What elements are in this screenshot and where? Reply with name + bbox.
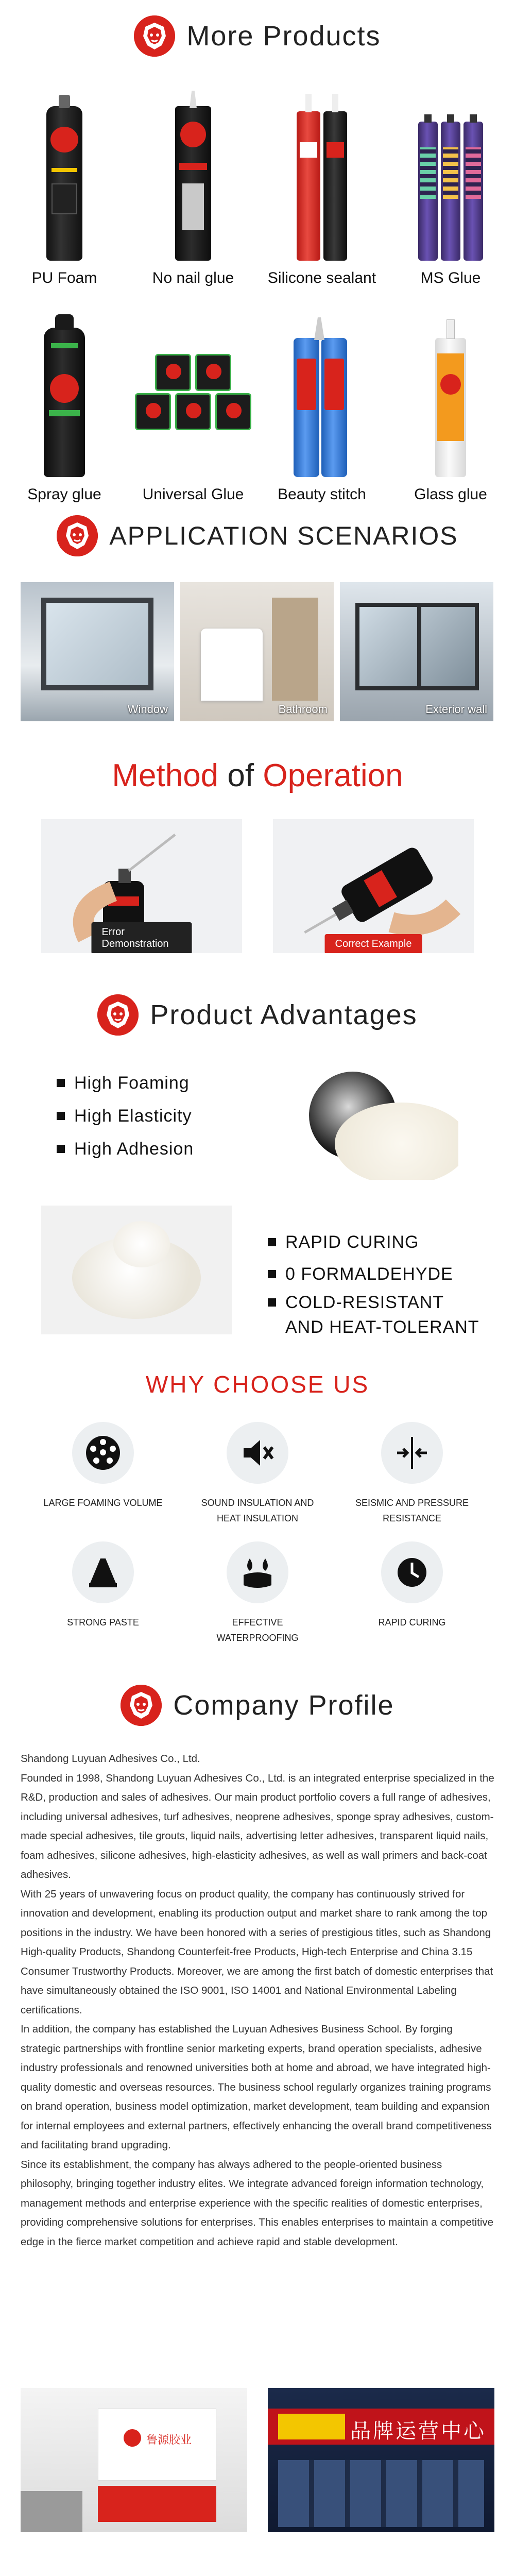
spray-glue-image [13,307,116,477]
advantage-item: High Adhesion [57,1132,194,1165]
application-caption: Exterior wall [425,703,487,716]
lion-logo-icon [57,515,98,556]
no-nail-glue-image [142,91,245,261]
company-paragraph: Since its establishment, the company has always adhered to the people-oriented business philosophy, bringing together industry elites. We integrate advanced foreign information technology, management methods and enterprise experience with the specific realities of domestic enterprises, providing comprehensive solutions for enterprises. This enables enterprises to maintain a competitive edge in the fierce market competition and achieve rapid and stable development. [21,2158,494,2248]
why-item [26,1541,180,1646]
why-label: STRONG PASTE [67,1617,139,1628]
product-name: Universal Glue [142,486,244,503]
mute-speaker-icon [227,1422,288,1484]
glass-glue-image [399,307,502,477]
why-item [180,1541,335,1646]
products-grid [0,72,515,505]
advantage-item: RAPID CURING [268,1226,479,1258]
company-paragraph: With 25 years of unwavering focus on product quality, the company has continuously strived for innovation and development, enabling its production output and market share to rank among the top positions in the industry. We have been honored with a series of prestigious titles, such as Shandong High-quality Products, Shandong Counterfeit-free Products, High-tech Enterprise and China 3.15 Consumer Trustworthy Products. Moreover, we are among the first batch of domestic enterprises that have simultaneously obtained the ISO 9001, ISO 14001 and National Environmental Labeling certifications. [21,1888,493,2016]
why-label: EFFECTIVE WATERPROOFING [216,1617,299,1643]
product-card[interactable] [258,72,386,289]
application-card[interactable] [340,582,493,721]
company-paragraph: In addition, the company has established the Luyuan Adhesives Business School. By forging strategic partnerships with frontline senior marketing experts, brand operation specialists, adhesive industry professionals and renowned universities both at home and abroad, we have integrated high-quality domestic and overseas resources. The business school regularly organizes training programs on brand operation, business model optimization, market development, team building and expansion for internal employees and external partners, effectively enhancing the overall brand competitiveness and facilitating brand upgrading. [21,2023,492,2151]
company-paragraph: Shandong Luyuan Adhesives Co., Ltd. [21,1753,200,1765]
company-photos [0,2388,515,2532]
application-caption: Bathroom [278,703,328,716]
method-title-suffix: Operation [263,758,403,793]
product-card[interactable] [386,289,515,505]
lion-logo-icon [121,1685,162,1726]
advantage-item: High Foaming [57,1066,194,1099]
company-paragraph: Founded in 1998, Shandong Luyuan Adhesives Co., Ltd. is an integrated enterprise specialized in the R&D, production and sales of adhesives. Our main product portfolio covers a full range of adhesives, including universal adhesives, turf adhesives, neoprene adhesives, sponge spray adhesives, custom-made special adhesives, tile grouts, liquid nails, advertising letter adhesives, transparent liquid nails, foam adhesives, silicone adhesives, high-elasticity adhesives, as well as wall primers and back-coat adhesives. [21,1772,494,1880]
application-title: APPLICATION SCENARIOS [109,521,458,550]
why-item [335,1541,489,1646]
lion-logo-icon [97,994,139,1036]
product-card[interactable] [0,72,129,289]
product-name: Silicone sealant [267,269,376,286]
why-choose-grid [0,1422,515,1646]
method-demo-row [0,819,515,953]
dots-icon [72,1422,134,1484]
product-name: Beauty stitch [278,486,366,503]
foam-pile-image [41,1206,232,1334]
beauty-stitch-image [270,307,373,477]
why-label: SEISMIC AND PRESSURE RESISTANCE [355,1498,469,1523]
application-card[interactable] [21,582,174,721]
product-card[interactable] [0,289,129,505]
product-card[interactable] [258,289,386,505]
waterproof-icon [227,1541,288,1603]
products-title: More Products [186,21,381,52]
application-card[interactable] [180,582,334,721]
strong-paste-icon [72,1541,134,1603]
advantage-item: COLD-RESISTANT AND HEAT-TOLERANT [268,1290,479,1340]
application-row [0,582,515,721]
why-choose-title: WHY CHOOSE US [145,1371,370,1398]
reception-photo [21,2388,247,2532]
method-title [0,757,515,794]
why-label: LARGE FOAMING VOLUME [43,1498,163,1508]
reception-sign: 鲁源胶业 [146,2433,192,2446]
product-name: PU Foam [31,269,97,286]
correct-example-card[interactable] [273,819,474,953]
products-header [0,15,515,57]
application-header [0,515,515,556]
application-caption: Window [127,703,168,716]
clock-icon [381,1541,443,1603]
product-name: Spray glue [27,486,101,503]
pu-foam-can-image [13,91,116,261]
product-card[interactable] [386,72,515,289]
store-sign: 品牌运营中心 [350,2420,486,2443]
bathroom-image [201,629,263,701]
method-title-of: of [227,758,254,793]
why-item [26,1422,180,1526]
window-image [41,598,153,690]
advantage-item: 0 FORMALDEHYDE [268,1258,479,1290]
advantage-item: High Elasticity [57,1099,194,1132]
product-name: MS Glue [420,269,481,286]
advantages-list-bottom [268,1226,479,1340]
product-card[interactable] [129,289,258,505]
method-title-prefix: Method [112,758,219,793]
foam-closeup-image [299,1061,458,1180]
why-item [335,1422,489,1526]
why-label: SOUND INSULATION AND HEAT INSULATION [201,1498,314,1523]
spray-can-image [273,819,474,953]
product-name: Glass glue [414,486,487,503]
product-name: No nail glue [152,269,234,286]
silicone-sealant-image [270,91,373,261]
ms-glue-image [399,91,502,261]
company-description [0,1749,515,2251]
correct-example-label: Correct Example [325,934,422,953]
advantages-title: Product Advantages [150,999,418,1030]
product-card[interactable] [129,72,258,289]
why-item [180,1422,335,1526]
pressure-icon [381,1422,443,1484]
lion-logo-icon [134,15,175,57]
error-demo-card[interactable] [41,819,242,953]
advantages-list-top [57,1066,194,1165]
advantages-header [0,994,515,1036]
universal-glue-image [142,307,245,477]
why-label: RAPID CURING [378,1617,446,1628]
storefront-photo [268,2388,494,2532]
company-header [0,1685,515,1726]
error-demo-label: Error Demonstration [92,922,192,953]
company-title: Company Profile [173,1690,394,1721]
